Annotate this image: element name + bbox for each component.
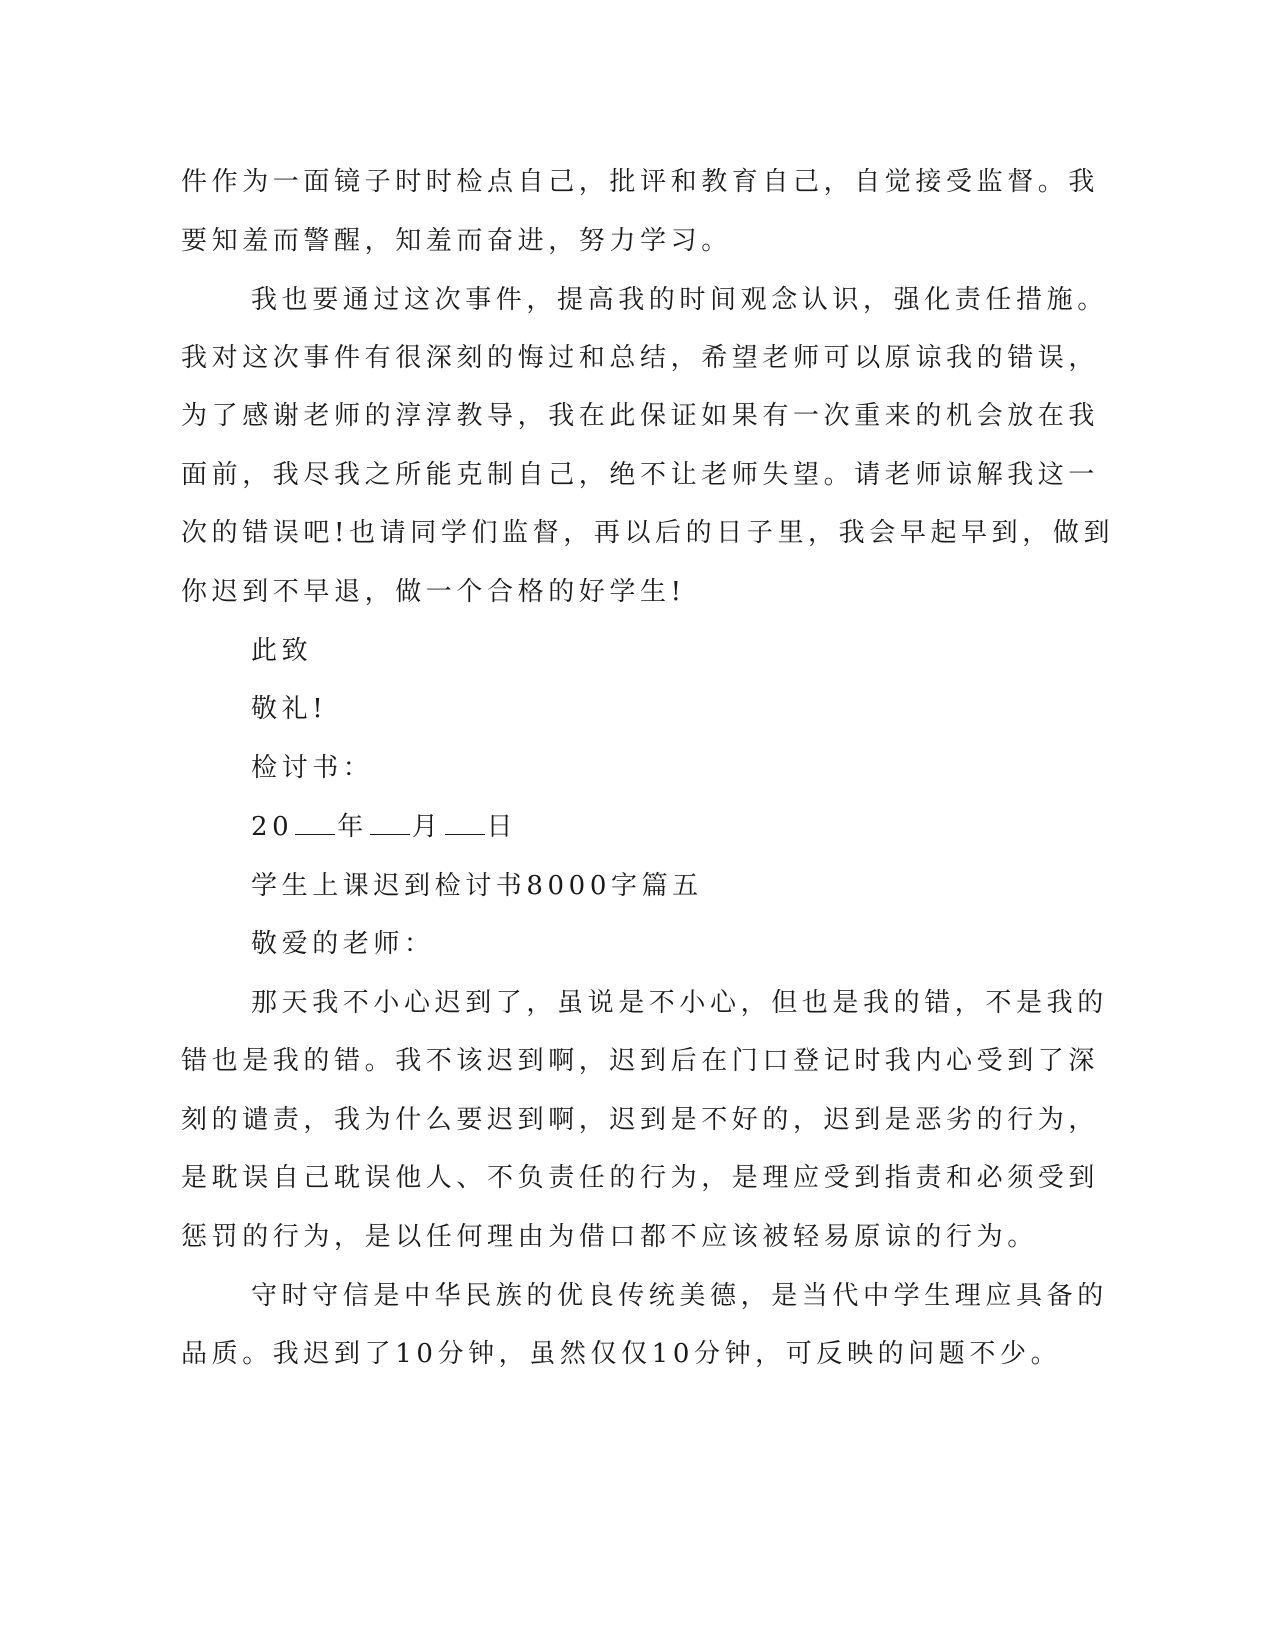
text-line: 惩罚的行为，是以任何理由为借口都不应该被轻易原谅的行为。 <box>181 1222 1038 1252</box>
date-line <box>251 809 517 845</box>
date-blank <box>445 833 485 835</box>
date-month: 月 <box>411 812 443 842</box>
date-blank <box>295 833 335 835</box>
text-line: 要知羞而警醒，知羞而奋进，努力学习。 <box>181 226 732 256</box>
text-line: 面前，我尽我之所能克制自己，绝不让老师失望。请老师谅解我这一 <box>181 460 1100 490</box>
text-line: 次的错误吧!也请同学们监督，再以后的日子里，我会早起早到，做到 <box>181 518 1115 548</box>
text-line: 守时守信是中华民族的优良传统美德，是当代中学生理应具备的 <box>251 1281 1108 1311</box>
date-day: 日 <box>486 812 518 842</box>
text-line: 品质。我迟到了10分钟，虽然仅仅10分钟，可反映的问题不少。 <box>181 1339 1062 1369</box>
date-prefix: 20 <box>251 812 294 842</box>
text-line: 我对这次事件有很深刻的悔过和总结，希望老师可以原谅我的错误， <box>181 343 1100 373</box>
signature-label: 检讨书： <box>251 753 374 783</box>
text-line: 为了感谢老师的淳淳教导，我在此保证如果有一次重来的机会放在我 <box>181 401 1100 431</box>
salute-line: 敬礼! <box>251 694 328 724</box>
text-line: 刻的谴责，我为什么要迟到啊，迟到是不好的，迟到是恶劣的行为， <box>181 1105 1100 1135</box>
text-line: 错也是我的错。我不该迟到啊，迟到后在门口登记时我内心受到了深 <box>181 1046 1100 1076</box>
section-title: 学生上课迟到检讨书8000字篇五 <box>251 871 703 901</box>
text-line: 件作为一面镜子时时检点自己，批评和教育自己，自觉接受监督。我 <box>181 167 1100 197</box>
greeting: 敬爱的老师： <box>251 929 435 959</box>
date-year: 年 <box>337 812 368 842</box>
text-line: 你迟到不早退，做一个合格的好学生! <box>181 577 686 607</box>
date-blank <box>370 833 410 835</box>
text-line: 那天我不小心迟到了，虽说是不小心，但也是我的错，不是我的 <box>251 988 1108 1018</box>
closing-line: 此致 <box>251 636 313 666</box>
text-line: 我也要通过这次事件，提高我的时间观念认识，强化责任措施。 <box>251 285 1108 315</box>
text-line: 是耽误自己耽误他人、不负责任的行为，是理应受到指责和必须受到 <box>181 1163 1100 1193</box>
